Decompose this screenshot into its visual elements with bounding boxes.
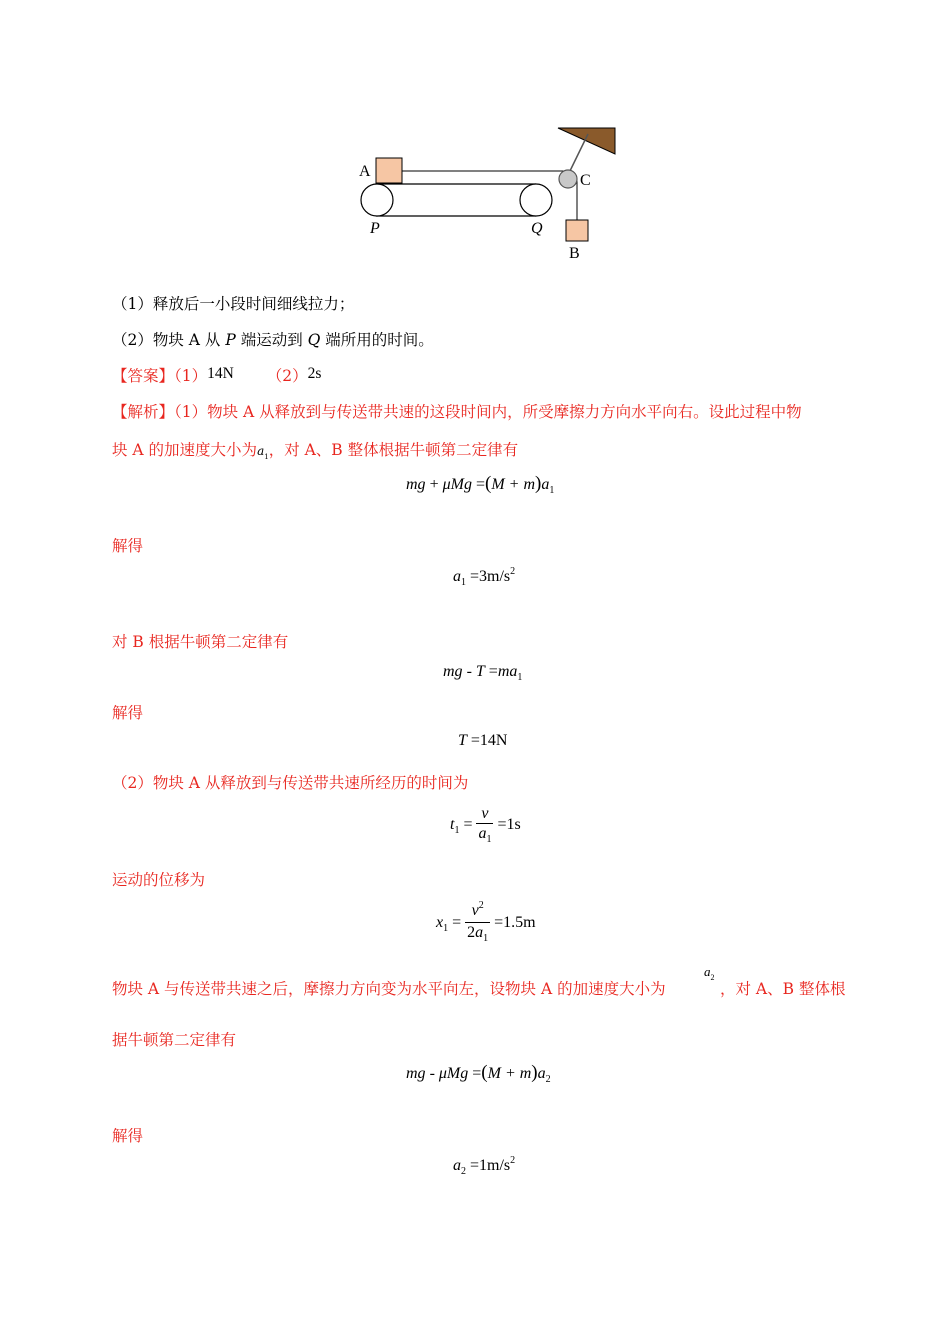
answer-value-2: 2s bbox=[307, 365, 322, 382]
question-1: （1）释放后一小段时间细线拉力； bbox=[112, 295, 355, 313]
answer-value-1: 14N bbox=[207, 365, 234, 382]
analysis-tag: 【解析】 bbox=[112, 403, 175, 421]
roller-P bbox=[361, 184, 393, 216]
support-rod bbox=[568, 134, 588, 175]
label-Q: Q bbox=[531, 220, 543, 237]
label-B: B bbox=[569, 245, 580, 262]
analysis-line-1: 【解析】（1）物块 A 从释放到与传送带共速的这段时间内，所受摩擦力方向水平向右。设此过程中物 bbox=[112, 403, 802, 421]
analysis-line-2: 块 A 的加速度大小为$a_1$，对 A、B 整体根据牛顿第二定律有 bbox=[112, 441, 519, 461]
label-P: P bbox=[370, 220, 380, 237]
equation-2: $a_1 =3m/s^2$ bbox=[453, 566, 516, 588]
block-A bbox=[376, 158, 402, 183]
equation-4: T =14N bbox=[458, 732, 508, 749]
solve-label-2: 解得 bbox=[112, 704, 144, 722]
analysis-line-after-3: 据牛顿第二定律有 bbox=[112, 1031, 237, 1049]
label-C: C bbox=[580, 172, 591, 189]
equation-1: mg + $\mu Mg =(M + m)a_1$ bbox=[406, 473, 555, 496]
equation-6: $x_1$ = $\frac{v^2}{2a_1}$ =1.5m bbox=[436, 900, 536, 944]
for-B-line: 对 B 根据牛顿第二定律有 bbox=[112, 633, 289, 651]
answer-line: 【答案】（1）14N （2）2s bbox=[112, 365, 322, 385]
conveyor-diagram bbox=[350, 120, 630, 270]
displacement-line: 运动的位移为 bbox=[112, 871, 206, 889]
fraction-v2-over-2a1: $\frac{v^2}{2a_1}$ bbox=[467, 900, 489, 944]
part2-line: （2）物块 A 从释放到与传送带共速所经历的时间为 bbox=[112, 774, 469, 792]
block-B bbox=[566, 220, 588, 241]
conveyor-diagram-svg bbox=[350, 120, 630, 270]
ceiling-support bbox=[558, 128, 615, 154]
equation-7: mg - $\mu Mg =(M + m)a_2$ bbox=[406, 1062, 551, 1085]
equation-8: $a_2 =1m/s^2$ bbox=[453, 1155, 516, 1177]
roller-Q bbox=[520, 184, 552, 216]
equation-3: mg - $T =ma_1$ bbox=[443, 663, 523, 683]
a2-inline: $a_2$ bbox=[704, 964, 715, 982]
equation-5: $t_1$ = $\frac{v}{a_1}$ =1s bbox=[450, 805, 521, 845]
question-2: （2）物块 A 从 P 端运动到 Q 端所用的时间。 bbox=[112, 331, 434, 349]
solve-label-1: 解得 bbox=[112, 537, 144, 555]
label-A: A bbox=[359, 163, 371, 180]
pulley-C bbox=[559, 170, 577, 188]
fraction-v-over-a1: $\frac{v}{a_1}$ bbox=[478, 805, 492, 845]
analysis-line-after-1: 物块 A 与传送带共速之后，摩擦力方向变为水平向左，设物块 A 的加速度大小为 bbox=[112, 980, 666, 998]
solve-label-3: 解得 bbox=[112, 1127, 144, 1145]
answer-tag: 【答案】 bbox=[112, 367, 175, 385]
analysis-line-after-2: ，对 A、B 整体根 bbox=[720, 980, 846, 998]
